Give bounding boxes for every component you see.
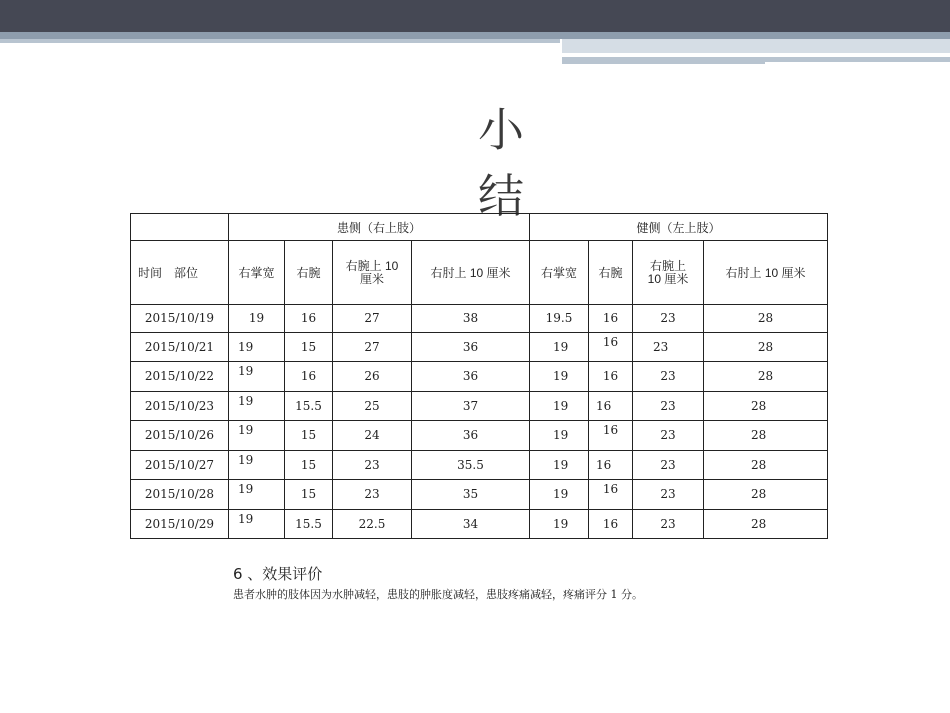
- col-header: 右肘上 10 厘米: [412, 241, 530, 305]
- value-cell: 15: [285, 421, 333, 451]
- row-header: 时间 部位: [131, 241, 229, 305]
- value-cell: 19: [530, 332, 589, 362]
- value-cell: 23: [633, 362, 704, 392]
- col-header: 右腕: [589, 241, 633, 305]
- measurement-table: [130, 213, 828, 539]
- value-cell: 16: [589, 391, 633, 421]
- value-cell: 15: [285, 450, 333, 480]
- section-heading: 6 、效果评价: [233, 565, 323, 583]
- table-row: [131, 509, 828, 539]
- value-cell: 23: [633, 391, 704, 421]
- value-cell: 16: [285, 305, 333, 333]
- value-cell: 23: [633, 332, 704, 362]
- date-cell: 2015/10/26: [131, 421, 229, 451]
- date-cell: 2015/10/19: [131, 305, 229, 333]
- value-cell: 16: [589, 509, 633, 539]
- value-cell: 19: [229, 480, 285, 510]
- header-stripe: [562, 39, 950, 53]
- value-cell: 16: [589, 305, 633, 333]
- value-cell: 19: [229, 305, 285, 333]
- table-row: [131, 362, 828, 392]
- value-cell: 25: [333, 391, 412, 421]
- value-cell: 37: [412, 391, 530, 421]
- value-cell: 15: [285, 480, 333, 510]
- value-cell: 16: [589, 362, 633, 392]
- date-cell: 2015/10/29: [131, 509, 229, 539]
- value-cell: 23: [633, 421, 704, 451]
- value-cell: 19: [229, 362, 285, 392]
- value-cell: 28: [704, 509, 828, 539]
- value-cell: 28: [704, 480, 828, 510]
- value-cell: 23: [333, 480, 412, 510]
- value-cell: 27: [333, 305, 412, 333]
- value-cell: 16: [589, 480, 633, 510]
- value-cell: 19: [229, 509, 285, 539]
- value-cell: 15: [285, 332, 333, 362]
- value-cell: 36: [412, 421, 530, 451]
- col-header: 右掌宽: [229, 241, 285, 305]
- slide-title: 小 结: [478, 103, 542, 223]
- value-cell: 28: [704, 305, 828, 333]
- col-header: [333, 241, 412, 305]
- value-cell: 16: [589, 421, 633, 451]
- value-cell: 28: [704, 450, 828, 480]
- value-cell: 34: [412, 509, 530, 539]
- value-cell: 23: [633, 305, 704, 333]
- value-cell: 23: [333, 450, 412, 480]
- table-row: [131, 305, 828, 333]
- value-cell: 36: [412, 362, 530, 392]
- col-header: 右腕: [285, 241, 333, 305]
- col-header-text: 右腕上 10 厘米: [647, 258, 689, 286]
- value-cell: 24: [333, 421, 412, 451]
- value-cell: 28: [704, 391, 828, 421]
- value-cell: 16: [589, 332, 633, 362]
- value-cell: 15.5: [285, 509, 333, 539]
- value-cell: 19: [530, 421, 589, 451]
- group-header-affected: 患侧（右上肢）: [229, 214, 530, 241]
- value-cell: 22.5: [333, 509, 412, 539]
- date-cell: 2015/10/27: [131, 450, 229, 480]
- value-cell: 28: [704, 332, 828, 362]
- value-cell: 19: [530, 509, 589, 539]
- value-cell: 16: [589, 450, 633, 480]
- table-row: [131, 480, 828, 510]
- value-cell: 23: [633, 509, 704, 539]
- col-header: 右肘上 10 厘米: [704, 241, 828, 305]
- value-cell: 23: [633, 450, 704, 480]
- date-cell: 2015/10/21: [131, 332, 229, 362]
- date-cell: 2015/10/22: [131, 362, 229, 392]
- value-cell: 19: [530, 362, 589, 392]
- value-cell: 38: [412, 305, 530, 333]
- value-cell: 16: [285, 362, 333, 392]
- table-row: [131, 450, 828, 480]
- corner-cell: [131, 214, 229, 241]
- table-row: [131, 332, 828, 362]
- date-cell: 2015/10/23: [131, 391, 229, 421]
- value-cell: 28: [704, 421, 828, 451]
- header-stripe: [0, 39, 560, 43]
- section-text: 患者水肿的肢体因为水肿减轻，患肢的肿胀度减轻，患肢疼痛减轻，疼痛评分 1 分。: [233, 588, 643, 601]
- value-cell: 23: [633, 480, 704, 510]
- table-row: [131, 391, 828, 421]
- value-cell: 28: [704, 362, 828, 392]
- value-cell: 19: [530, 450, 589, 480]
- value-cell: 19: [229, 421, 285, 451]
- date-cell: 2015/10/28: [131, 480, 229, 510]
- group-header-healthy: 健侧（左上肢）: [530, 214, 828, 241]
- value-cell: 35: [412, 480, 530, 510]
- value-cell: 26: [333, 362, 412, 392]
- value-cell: 19: [530, 391, 589, 421]
- col-header: [633, 241, 704, 305]
- header-stripe: [0, 32, 950, 39]
- value-cell: 19: [229, 391, 285, 421]
- value-cell: 27: [333, 332, 412, 362]
- table-row: [131, 421, 828, 451]
- col-header-text: 右腕上 10 厘米: [345, 258, 399, 286]
- value-cell: 36: [412, 332, 530, 362]
- header-band: [0, 0, 950, 32]
- value-cell: 15.5: [285, 391, 333, 421]
- value-cell: 19.5: [530, 305, 589, 333]
- value-cell: 35.5: [412, 450, 530, 480]
- header-stripe: [765, 62, 950, 65]
- value-cell: 19: [229, 332, 285, 362]
- value-cell: 19: [530, 480, 589, 510]
- value-cell: 19: [229, 450, 285, 480]
- col-header: 右掌宽: [530, 241, 589, 305]
